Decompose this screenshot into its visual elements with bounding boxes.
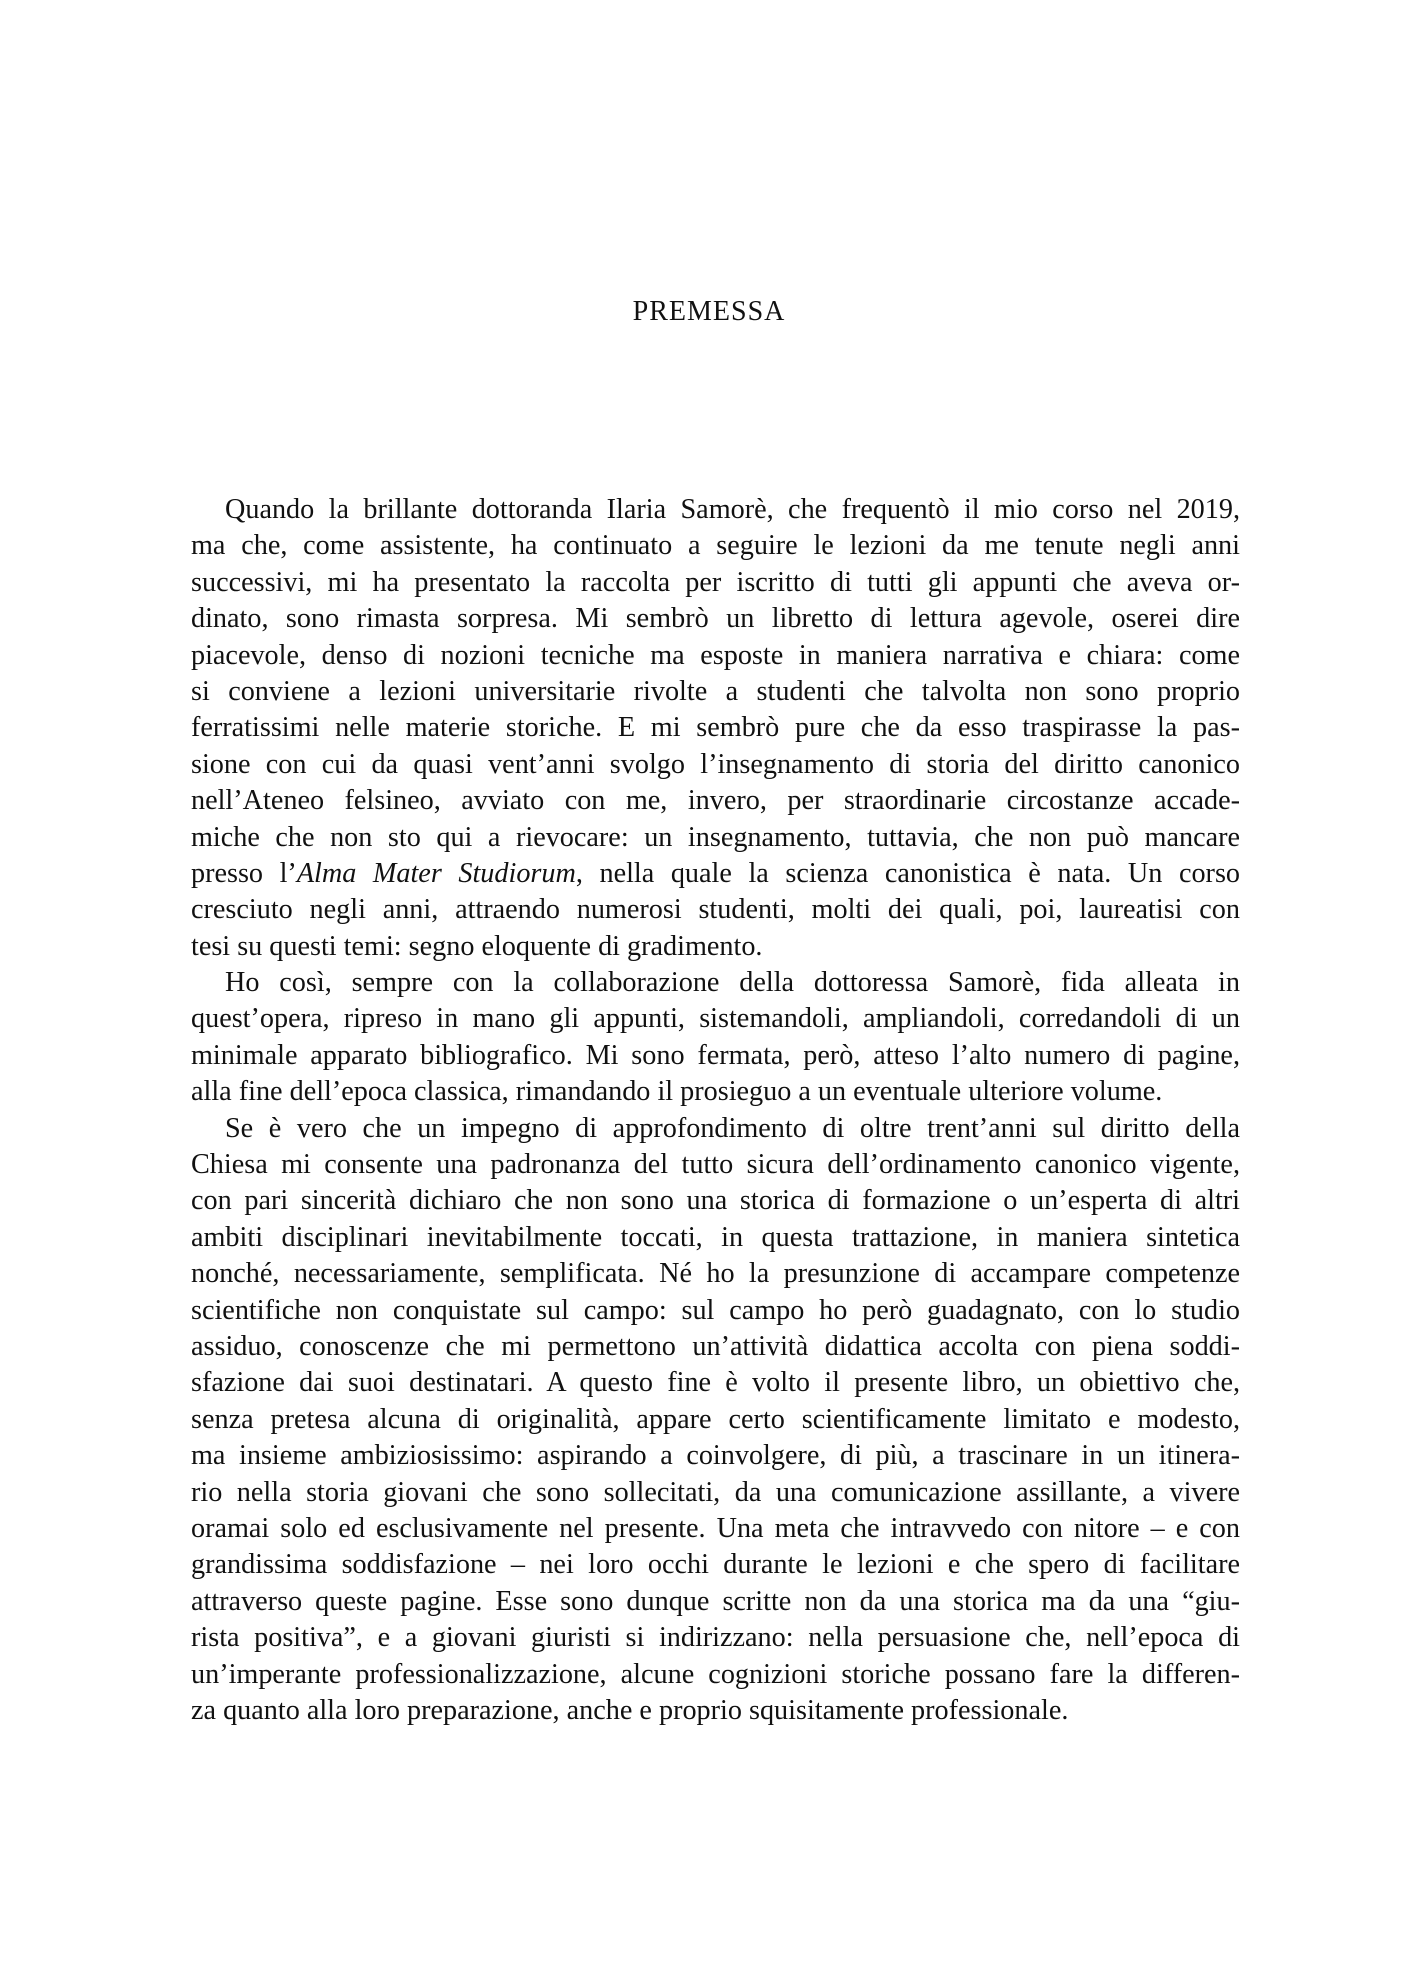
text-line: sione con cui da quasi vent’anni svolgo l’insegnamento di storia del diritto canonico [191,748,1240,780]
text-line: nell’Ateneo felsineo, avviato con me, invero, per straordinarie circostanze accade- [191,785,1240,817]
text-run: , nella quale la scienza canonistica è nata. Un corso [575,857,1241,889]
text-line: un’imperante professionalizzazione, alcune cognizioni storiche possano fare la differen- [191,1658,1240,1690]
text-line: Chiesa mi consente una padronanza del tutto sicura dell’ordinamento canonico vigente, [191,1149,1240,1181]
text-line: si conviene a lezioni universitarie rivolte a studenti che talvolta non sono proprio [191,675,1240,707]
text-line: Se è vero che un impegno di approfondimento di oltre trent’anni sul diritto della [225,1112,1240,1144]
text-line: tesi su questi temi: segno eloquente di gradimento. [191,930,763,962]
text-line: successivi, mi ha presentato la raccolta per iscritto di tutti gli appunti che aveva or- [191,566,1240,598]
paragraph [191,965,1240,1111]
text-line: ambiti disciplinari inevitabilmente toccati, in questa trattazione, in maniera sintetica [191,1221,1240,1253]
text-line: Ho così, sempre con la collaborazione della dottoressa Samorè, fida alleata in [225,967,1240,999]
text-run: presso l’ [191,857,297,889]
text-line: quest’opera, ripreso in mano gli appunti, sistemandoli, ampliandoli, corredandoli di un [191,1003,1240,1035]
text-line: grandissima soddisfazione – nei loro occhi durante le lezioni e che spero di facilitare [191,1549,1240,1581]
paragraph [191,492,1240,965]
text-line: con pari sincerità dichiaro che non sono una storica di formazione o un’esperta di altri [191,1185,1240,1217]
body-text [191,492,1240,1729]
text-line: Quando la brillante dottoranda Ilaria Samorè, che frequentò il mio corso nel 2019, [225,494,1240,525]
text-line: miche che non sto qui a rievocare: un insegnamento, tuttavia, che non può mancare [191,821,1240,853]
paragraph [191,1111,1240,1730]
text-line: assiduo, conoscenze che mi permettono un’attività didattica accolta con piena soddi- [191,1330,1240,1362]
text-line [191,856,1240,892]
text-line: rista positiva”, e a giovani giuristi si indirizzano: nella persuasione che, nell’epoca di [191,1622,1240,1654]
text-line: senza pretesa alcuna di originalità, appare certo scientificamente limitato e modesto, [191,1403,1240,1435]
text-line: minimale apparato bibliografico. Mi sono fermata, però, atteso l’alto numero di pagine, [191,1039,1240,1071]
text-line: nonché, necessariamente, semplificata. Né ho la presunzione di accampare competenze [191,1258,1240,1290]
text-line: sfazione dai suoi destinatari. A questo fine è volto il presente libro, un obiettivo che, [191,1367,1240,1399]
text-line: oramai solo ed esclusivamente nel presente. Una meta che intravvedo con nitore – e con [191,1512,1240,1544]
text-line: attraverso queste pagine. Esse sono dunque scritte non da una storica ma da una “giu- [191,1585,1240,1617]
text-line: ma insieme ambiziosissimo: aspirando a coinvolgere, di più, a trascinare in un itinera- [191,1440,1240,1472]
text-line: ma che, come assistente, ha continuato a seguire le lezioni da me tenute negli anni [191,530,1240,562]
italic-title: Alma Mater Studiorum [296,857,576,889]
page-title: PREMESSA [632,296,786,327]
text-line: za quanto alla loro preparazione, anche e proprio squisitamente professionale. [191,1694,1069,1726]
text-line: alla fine dell’epoca classica, rimandando il prosieguo a un eventuale ulteriore volume. [191,1076,1163,1108]
text-line: cresciuto negli anni, attraendo numerosi studenti, molti dei quali, poi, laureatisi con [191,894,1240,926]
text-line: ferratissimi nelle materie storiche. E mi sembrò pure che da esso traspirasse la pas- [191,712,1240,744]
text-line: dinato, sono rimasta sorpresa. Mi sembrò un libretto di lettura agevole, oserei dire [191,603,1240,635]
text-line: rio nella storia giovani che sono sollecitati, da una comunicazione assillante, a vivere [191,1476,1240,1508]
text-line: scientifiche non conquistate sul campo: sul campo ho però guadagnato, con lo studio [191,1294,1240,1326]
text-line: piacevole, denso di nozioni tecniche ma esposte in maniera narrativa e chiara: come [191,639,1240,671]
